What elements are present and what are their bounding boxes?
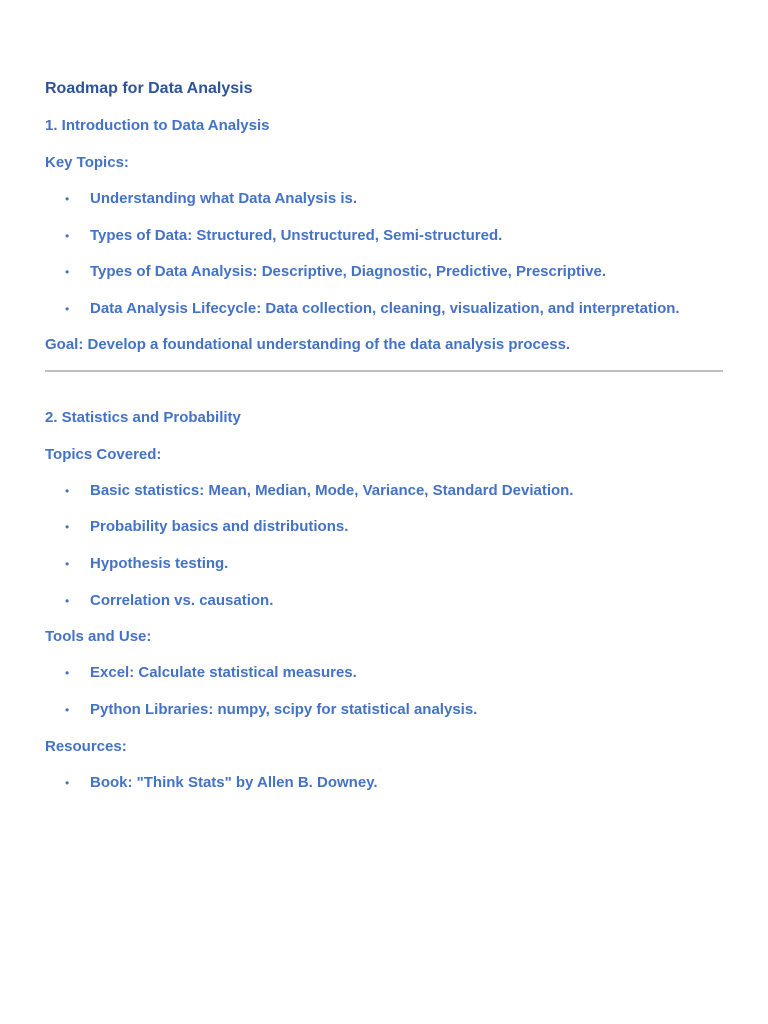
list-item-text: Excel: Calculate statistical measures. xyxy=(90,664,357,681)
resources-label: Resources: xyxy=(45,738,127,755)
list-item-text: Types of Data: Structured, Unstructured, Semi-structured. xyxy=(90,227,503,244)
bullet-icon: • xyxy=(65,594,70,608)
bullet-icon: • xyxy=(65,484,70,498)
list-item-text: Understanding what Data Analysis is. xyxy=(90,190,358,207)
list-item-text: Basic statistics: Mean, Median, Mode, Variance, Standard Deviation. xyxy=(90,482,574,499)
tools-label: Tools and Use: xyxy=(45,628,152,645)
bullet-icon: • xyxy=(65,265,70,279)
bullet-icon: • xyxy=(65,666,70,680)
document-title: Roadmap for Data Analysis xyxy=(45,80,253,97)
bullet-icon: • xyxy=(65,229,70,243)
bullet-icon: • xyxy=(65,520,70,534)
list-item xyxy=(45,555,723,573)
topics-covered-label: Topics Covered: xyxy=(45,446,162,463)
list-item xyxy=(45,664,723,682)
list-item-text: Types of Data Analysis: Descriptive, Diagnostic, Predictive, Prescriptive. xyxy=(90,263,607,280)
bullet-icon: • xyxy=(65,776,70,790)
list-item-text: Probability basics and distributions. xyxy=(90,518,349,535)
list-item-text: Hypothesis testing. xyxy=(90,555,229,572)
section-2-heading: 2. Statistics and Probability xyxy=(45,409,241,426)
list-item xyxy=(45,263,723,281)
goal-text: Goal: Develop a foundational understanding of the data analysis process. xyxy=(45,336,571,353)
list-item-text: Book: "Think Stats" by Allen B. Downey. xyxy=(90,774,378,791)
key-topics-label: Key Topics: xyxy=(45,154,129,171)
list-item xyxy=(45,482,723,500)
list-item-text: Data Analysis Lifecycle: Data collection, cleaning, visualization, and interpretation. xyxy=(90,300,680,317)
list-item-text: Python Libraries: numpy, scipy for statistical analysis. xyxy=(90,701,478,718)
list-item xyxy=(45,190,723,208)
horizontal-divider xyxy=(45,370,723,372)
list-item xyxy=(45,518,723,536)
bullet-icon: • xyxy=(65,302,70,316)
bullet-icon: • xyxy=(65,557,70,571)
bullet-icon: • xyxy=(65,192,70,206)
list-item xyxy=(45,592,723,610)
list-item xyxy=(45,701,723,719)
list-item xyxy=(45,227,723,245)
section-1-heading: 1. Introduction to Data Analysis xyxy=(45,117,270,134)
list-item-text: Correlation vs. causation. xyxy=(90,592,274,609)
bullet-icon: • xyxy=(65,703,70,717)
list-item xyxy=(45,300,723,318)
list-item xyxy=(45,774,723,792)
